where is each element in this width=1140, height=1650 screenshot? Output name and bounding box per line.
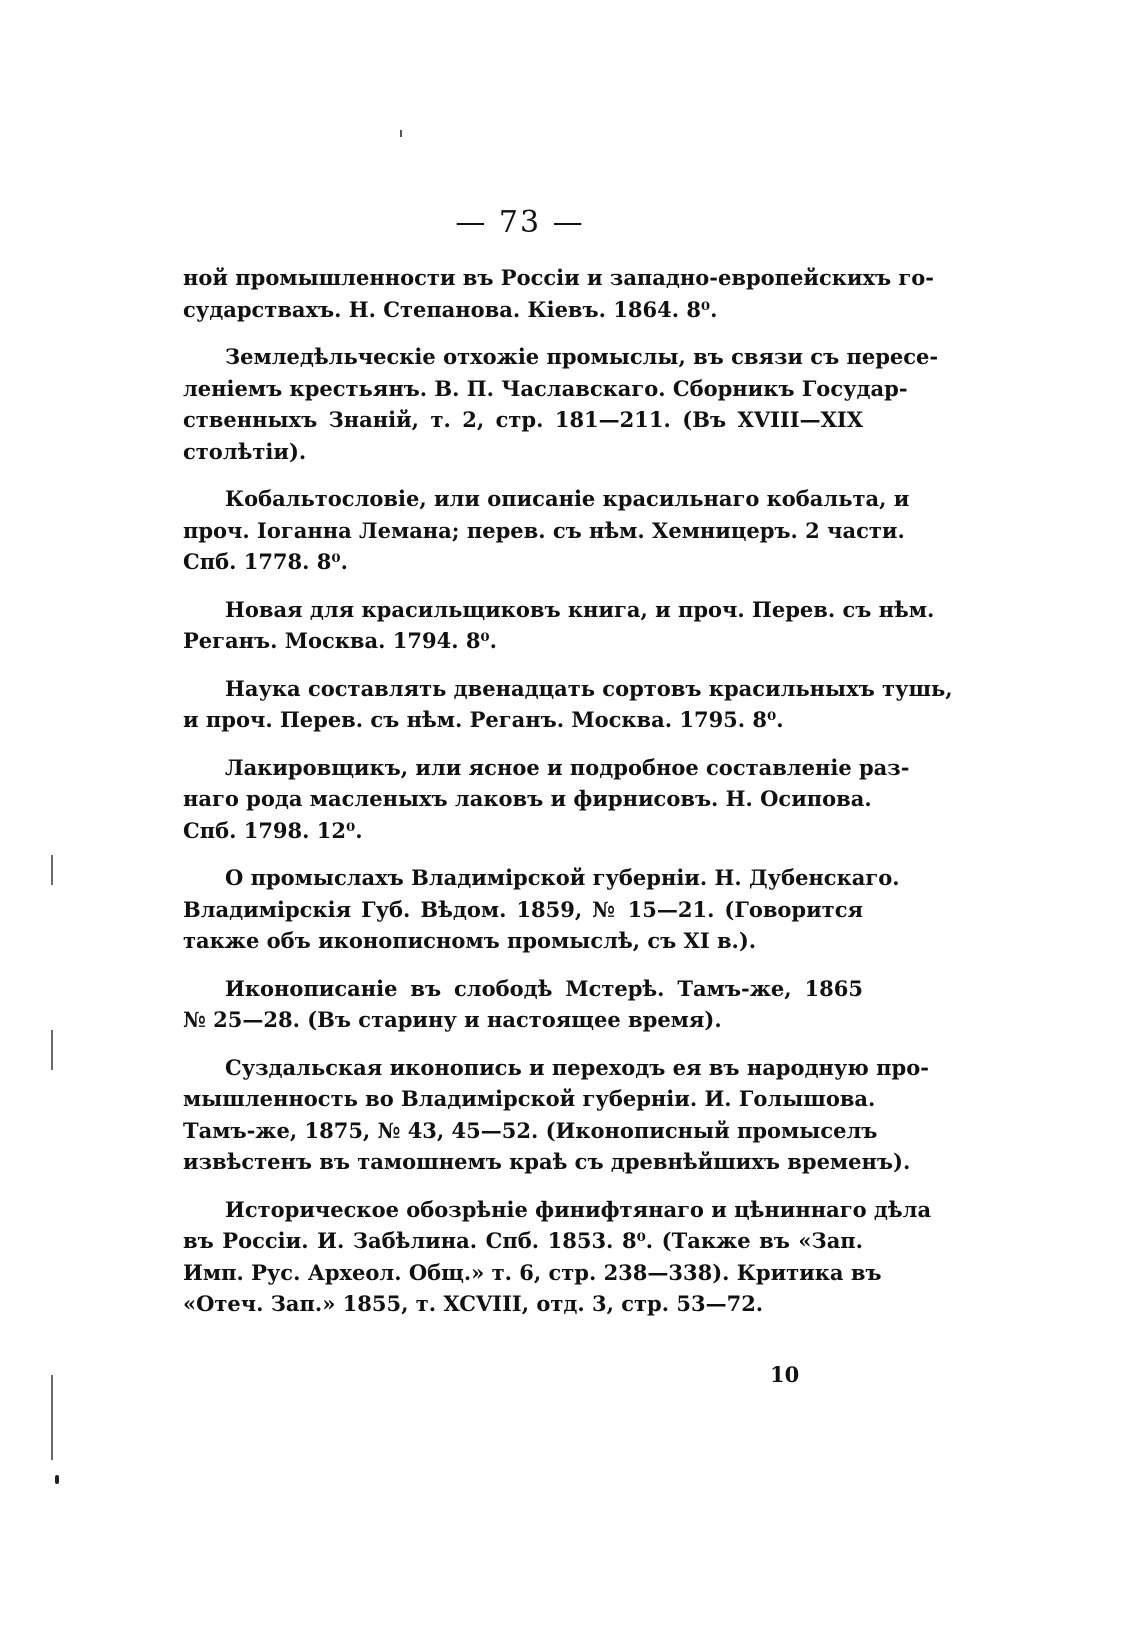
entry-line: проч. Іоганна Лемана; перев. съ нѣм. Хемницеръ. 2 части. [183, 517, 905, 543]
scan-margin-mark [51, 1375, 53, 1460]
entry-line: также объ иконописномъ промыслѣ, съ XI в.). [183, 928, 757, 953]
bibliography-entry [183, 262, 935, 325]
entry-line: Наука составлять двенадцать сортовъ красильныхъ тушь, [225, 675, 953, 701]
entry-line: столѣтіи). [183, 438, 307, 464]
bibliography-list [183, 262, 953, 1336]
signature-mark: 10 [770, 1362, 800, 1387]
entry-line: леніемъ крестьянъ. В. П. Чаславскаго. Сборникъ Государ- [183, 375, 908, 401]
entry-line: Владимірскія Губ. Вѣдом. 1859, № 15—21. (Говорится [183, 896, 863, 922]
entry-line: Спб. 1798. 12⁰. [183, 817, 363, 843]
bibliography-entry [183, 341, 939, 467]
entry-line: извѣстенъ въ тамошнемъ краѣ съ древнѣйшихъ временъ). [183, 1149, 911, 1174]
entry-line: «Отеч. Зап.» 1855, т. XCVIII, отд. 3, стр. 53—72. [183, 1291, 764, 1316]
scan-margin-mark [51, 855, 53, 885]
entry-line: въ Россіи. И. Забѣлина. Спб. 1853. 8⁰. (Также въ «Зап. [183, 1228, 863, 1253]
entry-line: Историческое обозрѣніе финифтянаго и цѣниннаго дѣла [225, 1196, 932, 1222]
bibliography-entry [183, 673, 953, 736]
bibliography-entry [183, 1194, 932, 1320]
entry-line: ственныхъ Знаній, т. 2, стр. 181—211. (Въ XVIII—XIX [183, 407, 863, 432]
entry-line: О промыслахъ Владимірской губерніи. Н. Дубенскаго. [225, 865, 900, 890]
bibliography-entry [183, 1052, 929, 1178]
scan-margin-mark [51, 1030, 53, 1070]
entry-line: Тамъ-же, 1875, № 43, 45—52. (Иконописный промыселъ [183, 1117, 878, 1143]
bibliography-entry [183, 752, 910, 847]
entry-line: мышленность во Владимірской губерніи. И. Голышова. [183, 1086, 876, 1111]
entry-line: Суздальская иконопись и переходъ ея въ народную про- [225, 1054, 929, 1080]
entry-line: Кобальтословіе, или описаніе красильнаго кобальта, и [225, 486, 910, 511]
entry-line: Новая для красильщиковъ книга, и проч. Перев. съ нѣм. [225, 596, 935, 622]
entry-line: Лакировщикъ, или ясное и подробное составленіе раз- [225, 754, 910, 780]
bibliography-entry [183, 862, 900, 957]
bibliography-entry [183, 973, 863, 1036]
entry-line: № 25—28. (Въ старину и настоящее время). [183, 1007, 722, 1032]
scan-margin-mark [400, 130, 402, 137]
entry-line: Спб. 1778. 8⁰. [183, 549, 348, 574]
entry-line: Реганъ. Москва. 1794. 8⁰. [183, 628, 497, 653]
page-number: — 73 — [455, 205, 585, 240]
entry-line: Иконописаніе въ слободѣ Мстерѣ. Тамъ-же, 1865 [225, 975, 863, 1001]
entry-line: Земледѣльческіе отхожіе промыслы, въ связи съ пересе- [225, 344, 939, 369]
bibliography-entry [183, 483, 910, 578]
scan-margin-mark [55, 1475, 59, 1484]
entry-line: ной промышленности въ Россіи и западно-европейскихъ го- [183, 265, 935, 290]
bibliography-entry [183, 594, 935, 657]
entry-line: Имп. Рус. Археол. Общ.» т. 6, стр. 238—338). Критика въ [183, 1259, 882, 1285]
entry-line: наго рода масленыхъ лаковъ и фирнисовъ. Н. Осипова. [183, 786, 872, 811]
entry-line: сударствахъ. Н. Степанова. Кіевъ. 1864. 8⁰. [183, 296, 718, 322]
entry-line: и проч. Перев. съ нѣм. Реганъ. Москва. 1795. 8⁰. [183, 707, 784, 732]
